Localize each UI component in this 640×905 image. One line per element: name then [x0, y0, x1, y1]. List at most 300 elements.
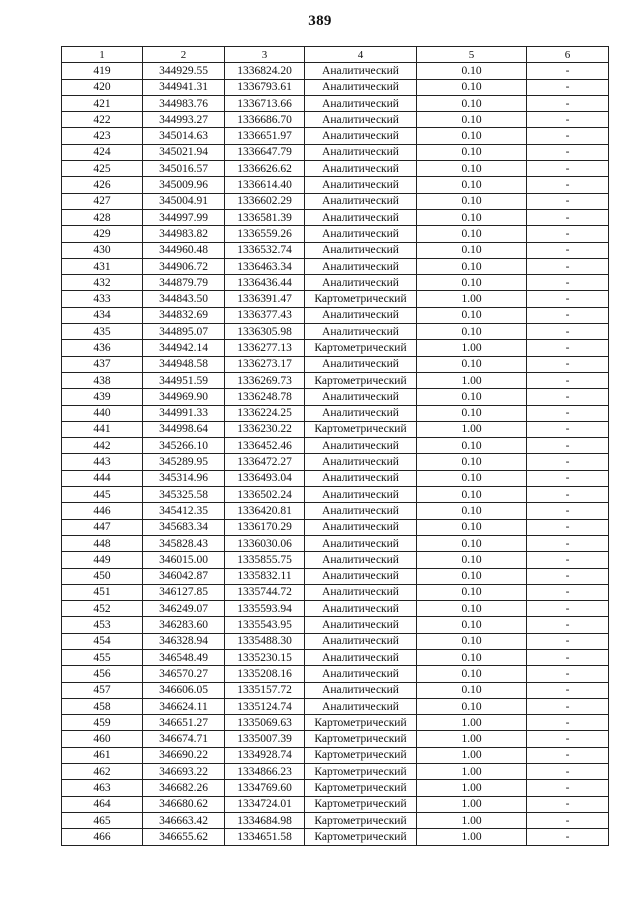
y-coordinate-cell: 1336420.81 — [225, 503, 305, 519]
note-cell: - — [527, 340, 609, 356]
point-number-cell: 452 — [62, 601, 143, 617]
note-cell: - — [527, 698, 609, 714]
y-coordinate-cell: 1336713.66 — [225, 95, 305, 111]
y-coordinate-cell: 1336559.26 — [225, 226, 305, 242]
method-cell: Аналитический — [305, 470, 417, 486]
note-cell: - — [527, 372, 609, 388]
accuracy-cell: 0.10 — [417, 503, 527, 519]
accuracy-cell: 0.10 — [417, 356, 527, 372]
accuracy-cell: 1.00 — [417, 731, 527, 747]
note-cell: - — [527, 731, 609, 747]
accuracy-cell: 0.10 — [417, 389, 527, 405]
point-number-cell: 426 — [62, 177, 143, 193]
point-number-cell: 458 — [62, 698, 143, 714]
x-coordinate-cell: 346042.87 — [143, 568, 225, 584]
note-cell: - — [527, 487, 609, 503]
y-coordinate-cell: 1336463.34 — [225, 258, 305, 274]
point-number-cell: 440 — [62, 405, 143, 421]
y-coordinate-cell: 1336472.27 — [225, 454, 305, 470]
point-number-cell: 437 — [62, 356, 143, 372]
method-cell: Аналитический — [305, 552, 417, 568]
x-coordinate-cell: 346682.26 — [143, 780, 225, 796]
x-coordinate-cell: 345266.10 — [143, 438, 225, 454]
point-number-cell: 429 — [62, 226, 143, 242]
point-number-cell: 460 — [62, 731, 143, 747]
point-number-cell: 420 — [62, 79, 143, 95]
note-cell: - — [527, 421, 609, 437]
accuracy-cell: 0.10 — [417, 438, 527, 454]
note-cell: - — [527, 682, 609, 698]
point-number-cell: 446 — [62, 503, 143, 519]
table-row — [62, 275, 609, 291]
method-cell: Аналитический — [305, 242, 417, 258]
note-cell: - — [527, 503, 609, 519]
accuracy-cell: 0.10 — [417, 552, 527, 568]
x-coordinate-cell: 346624.11 — [143, 698, 225, 714]
y-coordinate-cell: 1335488.30 — [225, 633, 305, 649]
table-row — [62, 552, 609, 568]
accuracy-cell: 0.10 — [417, 161, 527, 177]
table-row — [62, 649, 609, 665]
point-number-cell: 451 — [62, 584, 143, 600]
y-coordinate-cell: 1334928.74 — [225, 747, 305, 763]
x-coordinate-cell: 344906.72 — [143, 258, 225, 274]
y-coordinate-cell: 1336793.61 — [225, 79, 305, 95]
table-row — [62, 324, 609, 340]
table-row — [62, 764, 609, 780]
note-cell: - — [527, 812, 609, 828]
note-cell: - — [527, 79, 609, 95]
point-number-cell: 442 — [62, 438, 143, 454]
x-coordinate-cell: 345009.96 — [143, 177, 225, 193]
accuracy-cell: 0.10 — [417, 63, 527, 79]
point-number-cell: 443 — [62, 454, 143, 470]
x-coordinate-cell: 346693.22 — [143, 764, 225, 780]
table-row — [62, 682, 609, 698]
accuracy-cell: 1.00 — [417, 340, 527, 356]
x-coordinate-cell: 345021.94 — [143, 144, 225, 160]
x-coordinate-cell: 344998.64 — [143, 421, 225, 437]
table-row — [62, 601, 609, 617]
table-row — [62, 829, 609, 845]
y-coordinate-cell: 1335208.16 — [225, 666, 305, 682]
accuracy-cell: 0.10 — [417, 617, 527, 633]
x-coordinate-cell: 346328.94 — [143, 633, 225, 649]
x-coordinate-cell: 345004.91 — [143, 193, 225, 209]
x-coordinate-cell: 346015.00 — [143, 552, 225, 568]
method-cell: Аналитический — [305, 144, 417, 160]
x-coordinate-cell: 345016.57 — [143, 161, 225, 177]
x-coordinate-cell: 344969.90 — [143, 389, 225, 405]
accuracy-cell: 0.10 — [417, 112, 527, 128]
note-cell: - — [527, 128, 609, 144]
table-row — [62, 128, 609, 144]
point-number-cell: 432 — [62, 275, 143, 291]
x-coordinate-cell: 344832.69 — [143, 307, 225, 323]
note-cell: - — [527, 454, 609, 470]
y-coordinate-cell: 1335855.75 — [225, 552, 305, 568]
method-cell: Аналитический — [305, 356, 417, 372]
point-number-cell: 439 — [62, 389, 143, 405]
accuracy-cell: 0.10 — [417, 470, 527, 486]
accuracy-cell: 0.10 — [417, 405, 527, 421]
table-row — [62, 405, 609, 421]
note-cell: - — [527, 144, 609, 160]
method-cell: Аналитический — [305, 226, 417, 242]
x-coordinate-cell: 345828.43 — [143, 535, 225, 551]
note-cell: - — [527, 95, 609, 111]
point-number-cell: 449 — [62, 552, 143, 568]
point-number-cell: 422 — [62, 112, 143, 128]
point-number-cell: 434 — [62, 307, 143, 323]
method-cell: Аналитический — [305, 503, 417, 519]
table-row — [62, 715, 609, 731]
y-coordinate-cell: 1336581.39 — [225, 209, 305, 225]
x-coordinate-cell: 344895.07 — [143, 324, 225, 340]
accuracy-cell: 1.00 — [417, 421, 527, 437]
table-row — [62, 438, 609, 454]
table-row — [62, 503, 609, 519]
note-cell: - — [527, 584, 609, 600]
table-row — [62, 633, 609, 649]
y-coordinate-cell: 1336436.44 — [225, 275, 305, 291]
y-coordinate-cell: 1336651.97 — [225, 128, 305, 144]
table-row — [62, 95, 609, 111]
method-cell: Картометрический — [305, 715, 417, 731]
column-header: 1 — [62, 47, 143, 63]
y-coordinate-cell: 1336686.70 — [225, 112, 305, 128]
x-coordinate-cell: 345314.96 — [143, 470, 225, 486]
method-cell: Аналитический — [305, 617, 417, 633]
table-row — [62, 79, 609, 95]
x-coordinate-cell: 345014.63 — [143, 128, 225, 144]
method-cell: Аналитический — [305, 487, 417, 503]
accuracy-cell: 0.10 — [417, 682, 527, 698]
note-cell: - — [527, 389, 609, 405]
point-number-cell: 456 — [62, 666, 143, 682]
method-cell: Аналитический — [305, 275, 417, 291]
y-coordinate-cell: 1336647.79 — [225, 144, 305, 160]
x-coordinate-cell: 344991.33 — [143, 405, 225, 421]
point-number-cell: 441 — [62, 421, 143, 437]
table-row — [62, 617, 609, 633]
x-coordinate-cell: 346548.49 — [143, 649, 225, 665]
note-cell: - — [527, 242, 609, 258]
note-cell: - — [527, 715, 609, 731]
accuracy-cell: 0.10 — [417, 258, 527, 274]
method-cell: Аналитический — [305, 63, 417, 79]
point-number-cell: 462 — [62, 764, 143, 780]
note-cell: - — [527, 177, 609, 193]
point-number-cell: 464 — [62, 796, 143, 812]
accuracy-cell: 0.10 — [417, 649, 527, 665]
accuracy-cell: 1.00 — [417, 291, 527, 307]
method-cell: Аналитический — [305, 177, 417, 193]
x-coordinate-cell: 346570.27 — [143, 666, 225, 682]
table-row — [62, 112, 609, 128]
accuracy-cell: 0.10 — [417, 698, 527, 714]
x-coordinate-cell: 345683.34 — [143, 519, 225, 535]
note-cell: - — [527, 747, 609, 763]
column-header: 3 — [225, 47, 305, 63]
method-cell: Аналитический — [305, 535, 417, 551]
accuracy-cell: 1.00 — [417, 780, 527, 796]
y-coordinate-cell: 1335069.63 — [225, 715, 305, 731]
method-cell: Аналитический — [305, 633, 417, 649]
point-number-cell: 447 — [62, 519, 143, 535]
table-body — [62, 63, 609, 845]
y-coordinate-cell: 1336273.17 — [225, 356, 305, 372]
y-coordinate-cell: 1336230.22 — [225, 421, 305, 437]
x-coordinate-cell: 344993.27 — [143, 112, 225, 128]
y-coordinate-cell: 1336502.24 — [225, 487, 305, 503]
y-coordinate-cell: 1336277.13 — [225, 340, 305, 356]
table-row — [62, 812, 609, 828]
y-coordinate-cell: 1336377.43 — [225, 307, 305, 323]
method-cell: Аналитический — [305, 209, 417, 225]
y-coordinate-cell: 1336452.46 — [225, 438, 305, 454]
y-coordinate-cell: 1336626.62 — [225, 161, 305, 177]
note-cell: - — [527, 519, 609, 535]
y-coordinate-cell: 1335543.95 — [225, 617, 305, 633]
x-coordinate-cell: 346283.60 — [143, 617, 225, 633]
y-coordinate-cell: 1336532.74 — [225, 242, 305, 258]
table-row — [62, 307, 609, 323]
x-coordinate-cell: 346249.07 — [143, 601, 225, 617]
table-row — [62, 63, 609, 79]
table-row — [62, 487, 609, 503]
table-row — [62, 535, 609, 551]
note-cell: - — [527, 649, 609, 665]
method-cell: Аналитический — [305, 438, 417, 454]
note-cell: - — [527, 666, 609, 682]
note-cell: - — [527, 324, 609, 340]
x-coordinate-cell: 345289.95 — [143, 454, 225, 470]
method-cell: Аналитический — [305, 405, 417, 421]
point-number-cell: 430 — [62, 242, 143, 258]
table-row — [62, 209, 609, 225]
note-cell: - — [527, 226, 609, 242]
x-coordinate-cell: 346674.71 — [143, 731, 225, 747]
method-cell: Аналитический — [305, 307, 417, 323]
table-row — [62, 226, 609, 242]
table-row — [62, 454, 609, 470]
x-coordinate-cell: 344960.48 — [143, 242, 225, 258]
accuracy-cell: 0.10 — [417, 177, 527, 193]
y-coordinate-cell: 1335124.74 — [225, 698, 305, 714]
accuracy-cell: 0.10 — [417, 209, 527, 225]
note-cell: - — [527, 552, 609, 568]
y-coordinate-cell: 1334651.58 — [225, 829, 305, 845]
table-row — [62, 193, 609, 209]
method-cell: Картометрический — [305, 421, 417, 437]
x-coordinate-cell: 346651.27 — [143, 715, 225, 731]
point-number-cell: 436 — [62, 340, 143, 356]
y-coordinate-cell: 1334769.60 — [225, 780, 305, 796]
accuracy-cell: 1.00 — [417, 796, 527, 812]
x-coordinate-cell: 346655.62 — [143, 829, 225, 845]
note-cell: - — [527, 764, 609, 780]
table-row — [62, 161, 609, 177]
x-coordinate-cell: 344948.58 — [143, 356, 225, 372]
note-cell: - — [527, 796, 609, 812]
table-row — [62, 731, 609, 747]
point-number-cell: 431 — [62, 258, 143, 274]
method-cell: Картометрический — [305, 731, 417, 747]
point-number-cell: 428 — [62, 209, 143, 225]
y-coordinate-cell: 1336305.98 — [225, 324, 305, 340]
table-header-row — [62, 47, 609, 63]
method-cell: Аналитический — [305, 666, 417, 682]
note-cell: - — [527, 193, 609, 209]
point-number-cell: 419 — [62, 63, 143, 79]
y-coordinate-cell: 1336614.40 — [225, 177, 305, 193]
accuracy-cell: 0.10 — [417, 519, 527, 535]
point-number-cell: 457 — [62, 682, 143, 698]
x-coordinate-cell: 344941.31 — [143, 79, 225, 95]
note-cell: - — [527, 601, 609, 617]
accuracy-cell: 0.10 — [417, 633, 527, 649]
note-cell: - — [527, 617, 609, 633]
table-row — [62, 568, 609, 584]
method-cell: Аналитический — [305, 112, 417, 128]
y-coordinate-cell: 1334866.23 — [225, 764, 305, 780]
method-cell: Аналитический — [305, 258, 417, 274]
table-row — [62, 242, 609, 258]
x-coordinate-cell: 345325.58 — [143, 487, 225, 503]
y-coordinate-cell: 1336391.47 — [225, 291, 305, 307]
method-cell: Аналитический — [305, 161, 417, 177]
method-cell: Картометрический — [305, 796, 417, 812]
method-cell: Картометрический — [305, 780, 417, 796]
accuracy-cell: 0.10 — [417, 95, 527, 111]
note-cell: - — [527, 633, 609, 649]
accuracy-cell: 0.10 — [417, 144, 527, 160]
method-cell: Аналитический — [305, 128, 417, 144]
x-coordinate-cell: 344983.82 — [143, 226, 225, 242]
point-number-cell: 463 — [62, 780, 143, 796]
table-row — [62, 584, 609, 600]
x-coordinate-cell: 344997.99 — [143, 209, 225, 225]
x-coordinate-cell: 346690.22 — [143, 747, 225, 763]
accuracy-cell: 0.10 — [417, 454, 527, 470]
y-coordinate-cell: 1335230.15 — [225, 649, 305, 665]
accuracy-cell: 1.00 — [417, 812, 527, 828]
method-cell: Картометрический — [305, 829, 417, 845]
point-number-cell: 448 — [62, 535, 143, 551]
accuracy-cell: 0.10 — [417, 584, 527, 600]
method-cell: Аналитический — [305, 79, 417, 95]
x-coordinate-cell: 346680.62 — [143, 796, 225, 812]
x-coordinate-cell: 344843.50 — [143, 291, 225, 307]
method-cell: Картометрический — [305, 372, 417, 388]
table-row — [62, 389, 609, 405]
accuracy-cell: 0.10 — [417, 568, 527, 584]
accuracy-cell: 0.10 — [417, 226, 527, 242]
y-coordinate-cell: 1336030.06 — [225, 535, 305, 551]
note-cell: - — [527, 568, 609, 584]
table-row — [62, 666, 609, 682]
x-coordinate-cell: 345412.35 — [143, 503, 225, 519]
table-row — [62, 372, 609, 388]
y-coordinate-cell: 1336493.04 — [225, 470, 305, 486]
note-cell: - — [527, 307, 609, 323]
x-coordinate-cell: 344983.76 — [143, 95, 225, 111]
table-row — [62, 519, 609, 535]
method-cell: Картометрический — [305, 747, 417, 763]
method-cell: Аналитический — [305, 568, 417, 584]
point-number-cell: 427 — [62, 193, 143, 209]
accuracy-cell: 0.10 — [417, 666, 527, 682]
note-cell: - — [527, 112, 609, 128]
x-coordinate-cell: 344951.59 — [143, 372, 225, 388]
point-number-cell: 450 — [62, 568, 143, 584]
note-cell: - — [527, 470, 609, 486]
y-coordinate-cell: 1335593.94 — [225, 601, 305, 617]
note-cell: - — [527, 291, 609, 307]
table-row — [62, 356, 609, 372]
note-cell: - — [527, 258, 609, 274]
point-number-cell: 435 — [62, 324, 143, 340]
table-row — [62, 796, 609, 812]
accuracy-cell: 0.10 — [417, 324, 527, 340]
note-cell: - — [527, 209, 609, 225]
point-number-cell: 445 — [62, 487, 143, 503]
accuracy-cell: 1.00 — [417, 764, 527, 780]
accuracy-cell: 0.10 — [417, 193, 527, 209]
accuracy-cell: 1.00 — [417, 747, 527, 763]
method-cell: Картометрический — [305, 764, 417, 780]
table-row — [62, 177, 609, 193]
accuracy-cell: 0.10 — [417, 487, 527, 503]
note-cell: - — [527, 829, 609, 845]
note-cell: - — [527, 356, 609, 372]
accuracy-cell: 0.10 — [417, 535, 527, 551]
point-number-cell: 459 — [62, 715, 143, 731]
point-number-cell: 423 — [62, 128, 143, 144]
x-coordinate-cell: 344929.55 — [143, 63, 225, 79]
method-cell: Картометрический — [305, 812, 417, 828]
y-coordinate-cell: 1336602.29 — [225, 193, 305, 209]
note-cell: - — [527, 275, 609, 291]
table-row — [62, 698, 609, 714]
y-coordinate-cell: 1334684.98 — [225, 812, 305, 828]
point-number-cell: 444 — [62, 470, 143, 486]
x-coordinate-cell: 346127.85 — [143, 584, 225, 600]
method-cell: Аналитический — [305, 193, 417, 209]
y-coordinate-cell: 1335744.72 — [225, 584, 305, 600]
method-cell: Аналитический — [305, 649, 417, 665]
column-header: 6 — [527, 47, 609, 63]
table-row — [62, 780, 609, 796]
method-cell: Аналитический — [305, 682, 417, 698]
note-cell: - — [527, 535, 609, 551]
y-coordinate-cell: 1335832.11 — [225, 568, 305, 584]
table-row — [62, 291, 609, 307]
accuracy-cell: 0.10 — [417, 307, 527, 323]
table-row — [62, 144, 609, 160]
x-coordinate-cell: 344942.14 — [143, 340, 225, 356]
accuracy-cell: 0.10 — [417, 275, 527, 291]
table-row — [62, 340, 609, 356]
column-header: 4 — [305, 47, 417, 63]
method-cell: Аналитический — [305, 389, 417, 405]
method-cell: Аналитический — [305, 454, 417, 470]
table-row — [62, 421, 609, 437]
method-cell: Аналитический — [305, 95, 417, 111]
table-row — [62, 258, 609, 274]
y-coordinate-cell: 1336224.25 — [225, 405, 305, 421]
